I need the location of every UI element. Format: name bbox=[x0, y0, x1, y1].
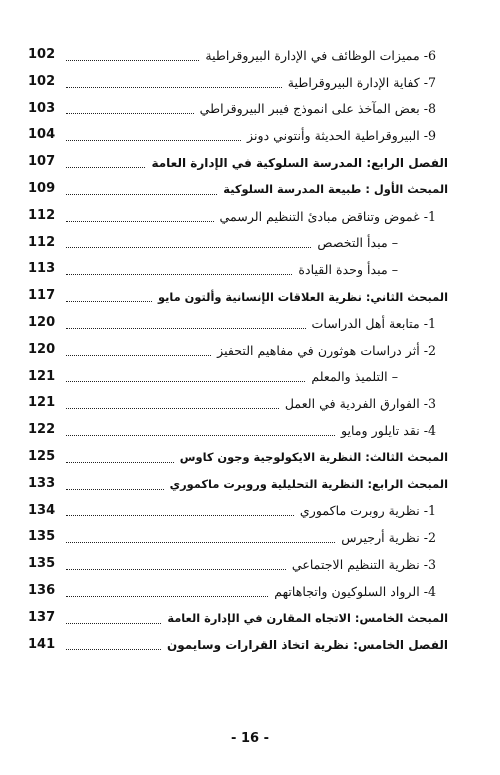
toc-entry-row bbox=[28, 230, 448, 257]
toc-entry-title: الفصل الخامس: نظرية اتخاذ القرارات وسايمون bbox=[166, 637, 448, 652]
toc-entry-title: 9- البيروقراطية الحديثة وأنتوني دونز bbox=[247, 128, 436, 144]
toc-page-number: 121 bbox=[28, 395, 56, 411]
toc-entry-row bbox=[28, 203, 448, 230]
toc-entry-title: المبحث الخامس: الاتجاه المقارن في الإدارة العامة bbox=[167, 611, 448, 626]
toc-entry-row bbox=[28, 310, 448, 337]
toc-entry-row bbox=[28, 69, 448, 96]
toc-page-number: 134 bbox=[28, 502, 56, 518]
toc-heading-row bbox=[28, 283, 448, 310]
toc-page-number: 136 bbox=[28, 582, 56, 598]
page-number: - 16 - bbox=[231, 731, 269, 746]
toc-page-number: 112 bbox=[28, 234, 56, 250]
toc-page-number: 141 bbox=[28, 636, 56, 652]
toc-entry-title: 2- أثر دراسات هوثورن في مفاهيم التحفيز bbox=[217, 342, 436, 358]
table-of-contents bbox=[28, 42, 448, 658]
dot-leader bbox=[66, 140, 241, 141]
dot-leader bbox=[66, 489, 164, 490]
toc-entry-title: المبحث الثالث: النظرية الايكولوجية وجون كاوس bbox=[179, 450, 448, 465]
toc-page-number: 112 bbox=[28, 207, 56, 223]
toc-page-number: 117 bbox=[28, 288, 56, 304]
toc-entry-row bbox=[28, 337, 448, 364]
toc-page-number: 122 bbox=[28, 422, 56, 438]
dot-leader bbox=[66, 649, 161, 650]
toc-entry-row bbox=[28, 42, 448, 69]
toc-entry-title: 3- الفوارق الفردية في العمل bbox=[284, 396, 436, 412]
dot-leader bbox=[66, 221, 214, 222]
toc-entry-row bbox=[28, 578, 448, 605]
dot-leader bbox=[66, 274, 292, 275]
toc-entry-row bbox=[28, 96, 448, 123]
toc-entry-title: 1- نظرية روبرت ماكموري bbox=[299, 503, 436, 519]
toc-heading-row bbox=[28, 605, 448, 632]
toc-entry-row bbox=[28, 524, 448, 551]
toc-entry-title: المبحث الأول : طبيعة المدرسة السلوكية bbox=[223, 182, 448, 197]
dot-leader bbox=[66, 596, 268, 597]
toc-entry-title: – التلميذ والمعلم bbox=[311, 369, 398, 385]
toc-page-number: 104 bbox=[28, 127, 56, 143]
toc-heading-row bbox=[28, 176, 448, 203]
dot-leader bbox=[66, 569, 286, 570]
toc-entry-title: الفصل الرابع: المدرسة السلوكية في الإدارة العامة bbox=[151, 155, 448, 170]
toc-page-number: 103 bbox=[28, 100, 56, 116]
dot-leader bbox=[66, 381, 305, 382]
toc-entry-title: 2- نظرية أرجيرس bbox=[341, 530, 436, 546]
toc-entry-title: المبحث الثاني: نظرية العلاقات الإنسانية وألتون مايو bbox=[157, 289, 448, 304]
toc-page-number: 125 bbox=[28, 448, 56, 464]
toc-page-number: 113 bbox=[28, 261, 56, 277]
toc-entry-title: – مبدأ وحدة القيادة bbox=[298, 262, 398, 278]
toc-heading-row bbox=[28, 471, 448, 498]
toc-page-number: 120 bbox=[28, 341, 56, 357]
toc-entry-title: المبحث الرابع: النظرية التحليلية وروبرت ماكموري bbox=[169, 477, 448, 492]
toc-heading-row bbox=[28, 632, 448, 659]
dot-leader bbox=[66, 328, 306, 329]
dot-leader bbox=[66, 113, 194, 114]
dot-leader bbox=[66, 515, 294, 516]
toc-page-number: 135 bbox=[28, 556, 56, 572]
toc-entry-row bbox=[28, 390, 448, 417]
toc-entry-title: – مبدأ التخصص bbox=[317, 235, 398, 251]
dot-leader bbox=[66, 355, 211, 356]
toc-heading-row bbox=[28, 149, 448, 176]
toc-entry-title: 4- الرواد السلوكيون واتجاهاتهم bbox=[274, 583, 436, 599]
toc-entry-title: 6- مميزات الوظائف في الإدارة البيروقراطية bbox=[205, 47, 436, 63]
toc-page-number: 137 bbox=[28, 609, 56, 625]
dot-leader bbox=[66, 247, 311, 248]
toc-entry-row bbox=[28, 551, 448, 578]
toc-entry-row bbox=[28, 364, 448, 391]
toc-page-number: 133 bbox=[28, 475, 56, 491]
dot-leader bbox=[66, 60, 199, 61]
dot-leader bbox=[66, 435, 335, 436]
toc-entry-title: 8- بعض المآخذ على انموذج فيبر البيروقراطي bbox=[199, 101, 436, 117]
toc-page-number: 102 bbox=[28, 73, 56, 89]
toc-heading-row bbox=[28, 444, 448, 471]
toc-entry-row bbox=[28, 256, 448, 283]
toc-entry-title: 1- غموض وتناقض مبادئ التنظيم الرسمي bbox=[219, 208, 436, 224]
toc-entry-title: 1- متابعة أهل الدراسات bbox=[311, 315, 436, 331]
toc-entry-row bbox=[28, 498, 448, 525]
toc-entry-title: 7- كفاية الإدارة البيروقراطية bbox=[287, 74, 436, 90]
dot-leader bbox=[66, 167, 145, 168]
toc-page-number: 107 bbox=[28, 154, 56, 170]
toc-entry-title: 3- نظرية التنظيم الاجتماعي bbox=[291, 557, 436, 573]
dot-leader bbox=[66, 542, 335, 543]
toc-page-number: 109 bbox=[28, 180, 56, 196]
toc-entry-title: 4- نقد تايلور ومايو bbox=[340, 423, 436, 439]
toc-entry-row bbox=[28, 122, 448, 149]
dot-leader bbox=[66, 87, 282, 88]
toc-page-number: 135 bbox=[28, 529, 56, 545]
toc-entry-row bbox=[28, 417, 448, 444]
toc-page-number: 121 bbox=[28, 368, 56, 384]
dot-leader bbox=[66, 462, 174, 463]
dot-leader bbox=[66, 194, 217, 195]
dot-leader bbox=[66, 301, 152, 302]
toc-page-number: 102 bbox=[28, 47, 56, 62]
dot-leader bbox=[66, 408, 279, 409]
dot-leader bbox=[66, 623, 161, 624]
toc-page-number: 120 bbox=[28, 314, 56, 330]
